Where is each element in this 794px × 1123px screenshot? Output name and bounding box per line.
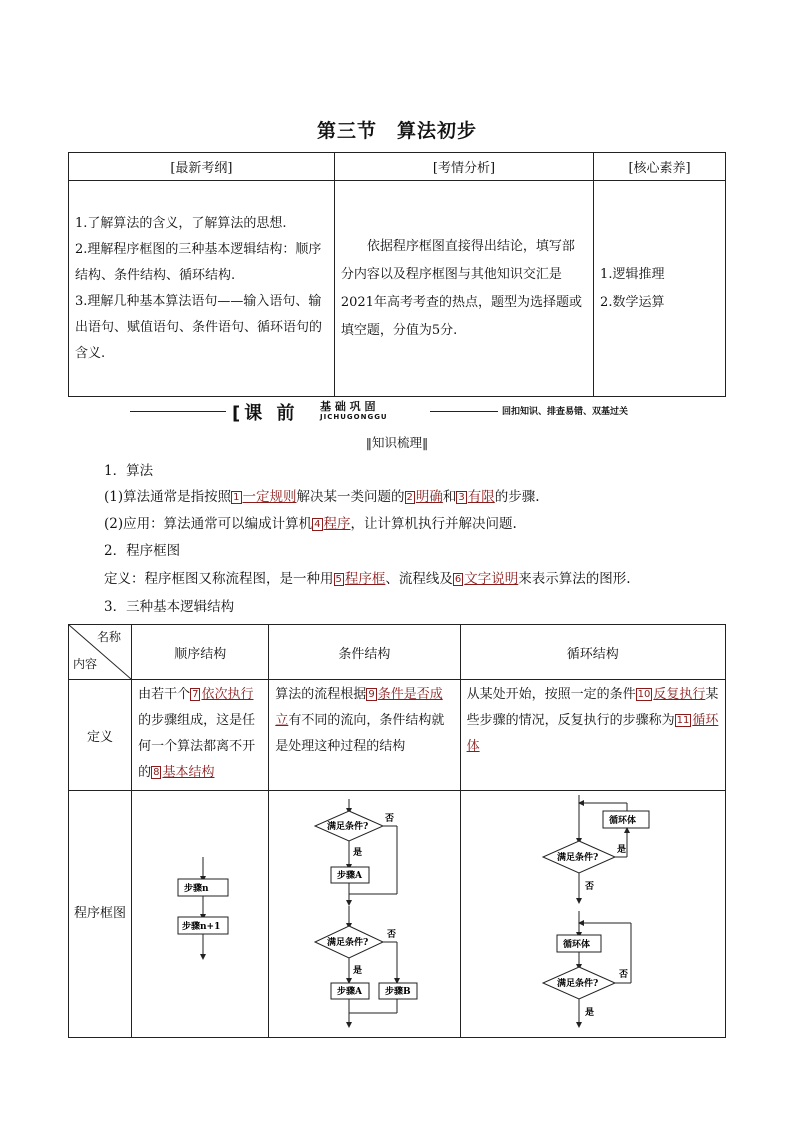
heading-structures: 3．三种基本逻辑结构 (104, 599, 235, 615)
blank-answer: 基本结构 (162, 765, 215, 780)
condition-flowchart (269, 791, 459, 1033)
banner-sub: 基 础 巩 固 (320, 400, 376, 413)
header-literacy: [核心素养] (594, 153, 726, 181)
loop-flowchart (461, 791, 725, 1033)
overview-table (68, 152, 726, 397)
heading-algorithm: 1．算法 (104, 463, 154, 479)
header-analysis: [考情分析] (334, 153, 593, 181)
corner-cell (69, 625, 132, 680)
blank-answer: 有限 (467, 489, 495, 505)
row-definition-label: 定义 (69, 680, 132, 791)
loop-body-label: 循环体 (608, 816, 636, 826)
no-label: 否 (387, 930, 397, 940)
blank-answer: 文字说明 (464, 571, 519, 587)
blank-answer: 条件是否成立 (275, 687, 443, 728)
sequence-flowchart (132, 791, 268, 1033)
corner-bottom: 内容 (73, 657, 98, 671)
literacy-item: 1.逻辑推理 (600, 266, 665, 282)
outline-item: 3.理解几种基本算法语句——输入语句、输出语句、赋值语句、条件语句、循环语句的含义. (75, 293, 323, 361)
corner-top: 名称 (97, 630, 122, 644)
cond-label: 满足条件? (327, 822, 369, 832)
section-heading: ‖知识梳理‖ (365, 435, 429, 450)
sequence-chart-cell (132, 791, 269, 1038)
blank-answer: 反复执行 (653, 687, 706, 702)
blank-number: 2 (406, 492, 413, 503)
blank-number: 6 (454, 574, 462, 585)
banner-line (430, 411, 498, 412)
outline-item: 1.了解算法的含义，了解算法的思想. (75, 215, 287, 231)
blank-number: 7 (192, 689, 199, 700)
blank-number: 4 (314, 519, 321, 530)
blank-answer: 循环体 (466, 713, 719, 754)
literacy-item: 2.数学运算 (600, 294, 665, 310)
blank-number: 3 (458, 492, 465, 503)
no-label: 否 (618, 970, 628, 980)
paragraph-algorithm-app: (2)应用：算法通常可以编成计算机 4 程序，让计算机执行并解决问题. (104, 516, 517, 532)
cond-label: 满足条件? (327, 938, 369, 948)
blank-answer: 一定规则 (242, 489, 297, 505)
row-chart-label: 程序框图 (69, 791, 132, 1038)
blank-answer: 依次执行 (201, 687, 254, 702)
blank-number: 8 (153, 767, 160, 778)
loop-body-label: 循环体 (562, 940, 590, 950)
col-sequence: 顺序结构 (132, 625, 269, 680)
corner-diagonal (69, 625, 131, 679)
banner-right: 回扣知识、排查易错、双基过关 (502, 407, 629, 417)
cond-label: 满足条件? (556, 853, 598, 863)
page-title: 第三节 算法初步 (316, 120, 477, 142)
analysis-cell (334, 181, 593, 397)
blank-answer: 程序 (323, 516, 351, 532)
analysis-text: 依据程序框图直接得出结论，填写部分内容以及程序框图与其他知识交汇是2021年高考考查的热点，题型为选择题或填空题，分值为5分. (340, 238, 582, 338)
blank-number: 10 (637, 689, 651, 700)
header-outline: [最新考纲] (69, 153, 335, 181)
condition-definition: 算法的流程根据 9 条件是否成立有不同的流向，条件结构就是处理这种过程的结构 (269, 680, 460, 791)
section-banner (130, 399, 690, 425)
blank-answer: 明确 (415, 489, 443, 505)
paragraph-algorithm-def: (1)算法通常是指按照 1 一定规则解决某一类问题的 2 明确和 3 有限的步骤. (104, 489, 540, 505)
literacy-cell (594, 181, 726, 397)
paragraph-flowchart-def: 定义：程序框图又称流程图，是一种用 5 程序框、流程线及 6 文字说明来表示算法的图形. (104, 571, 631, 587)
banner-pinyin: JICHUGONGGU (320, 413, 388, 421)
blank-number: 1 (233, 492, 240, 503)
yes-label: 是 (616, 845, 626, 855)
yes-label: 是 (353, 848, 363, 858)
structure-table (68, 624, 726, 1038)
no-label: 否 (584, 882, 594, 892)
col-loop: 循环结构 (460, 625, 725, 680)
loop-chart-cell (460, 791, 725, 1038)
step-n-label: 步骤n (184, 884, 209, 894)
cond-label: 满足条件? (556, 979, 598, 989)
outline-cell (69, 181, 335, 397)
blank-answer: 程序框 (344, 571, 386, 587)
outline-item: 2.理解程序框图的三种基本逻辑结构：顺序结构、条件结构、循环结构. (75, 241, 322, 283)
blank-number: 9 (368, 689, 375, 700)
heading-flowchart: 2．程序框图 (104, 543, 181, 559)
yes-label: 是 (353, 966, 363, 976)
blank-number: 5 (335, 574, 342, 585)
step-b-label: 步骤B (385, 987, 411, 997)
condition-chart-cell (269, 791, 460, 1038)
step-n1-label: 步骤n+1 (182, 922, 221, 932)
loop-definition: 从某处开始，按照一定的条件 10 反复执行某些步骤的情况，反复执行的步骤称为 11 循环体 (460, 680, 725, 791)
blank-number: 11 (676, 715, 690, 726)
sequence-definition: 由若干个 7 依次执行的步骤组成，这是任何一个算法都离不开的 8 基本结构 (132, 680, 269, 791)
banner-main: [课 前 (232, 403, 299, 424)
step-a-label: 步骤A (337, 871, 363, 881)
step-a-label: 步骤A (337, 987, 363, 997)
banner-line (130, 411, 226, 412)
col-condition: 条件结构 (269, 625, 460, 680)
no-label: 否 (385, 814, 395, 824)
yes-label: 是 (584, 1008, 594, 1018)
